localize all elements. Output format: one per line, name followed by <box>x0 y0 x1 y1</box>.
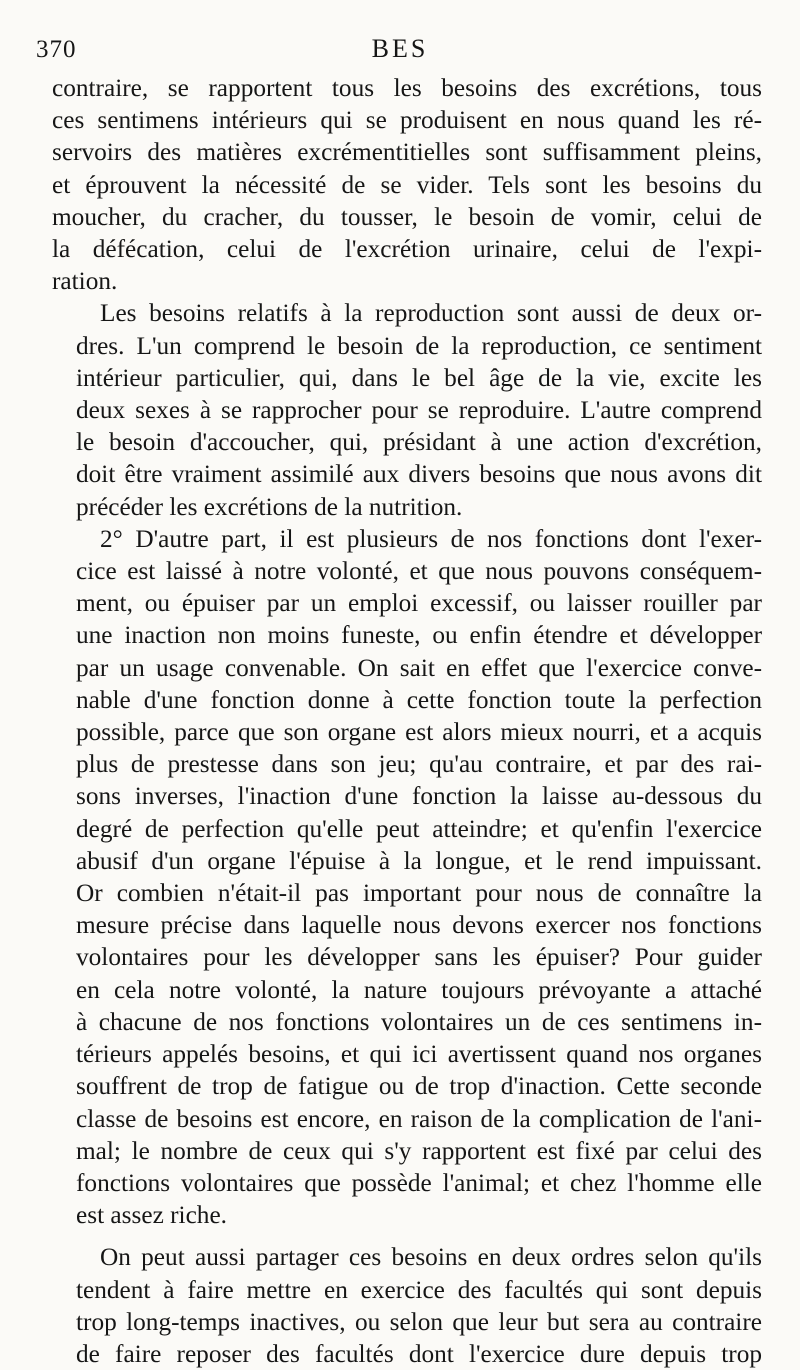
text-line: moucher, du cracher, du tousser, le besoin de vomir, celui de <box>52 202 762 231</box>
text-line: doit être vraiment assimilé aux divers besoins que nous avons dit <box>76 460 762 489</box>
text-line: ces sentimens intérieurs qui se produisent en nous quand les ré- <box>52 106 762 135</box>
text-line: tendent à faire mettre en exercice des facultés qui sont depuis <box>76 1275 762 1304</box>
paragraph-reproduction <box>52 297 762 522</box>
running-head: BES <box>371 34 429 63</box>
text-line: Les besoins relatifs à la reproduction sont aussi de deux or- <box>100 299 762 328</box>
text-line: la défécation, celui de l'excrétion urinaire, celui de l'expi- <box>52 235 762 264</box>
text-line: abusif d'un organe l'épuise à la longue, et le rend impuissant. <box>76 846 762 875</box>
text-line: térieurs appelés besoins, et qui ici avertissent quand nos organes <box>76 1040 762 1069</box>
text-line: par un usage convenable. On sait en effet que l'exercice conve- <box>76 653 762 682</box>
text-line: fonctions volontaires que possède l'animal; et chez l'homme elle <box>76 1168 762 1197</box>
text-line: cice est laissé à notre volonté, et que nous pouvons conséquem- <box>76 557 762 586</box>
text-line: plus de prestesse dans son jeu; qu'au contraire, et par des rai- <box>76 750 762 779</box>
text-line: deux sexes à se rapprocher pour se reproduire. L'autre comprend <box>76 396 762 425</box>
text-line: une inaction non moins funeste, ou enfin étendre et développer <box>76 621 762 650</box>
text-line: degré de perfection qu'elle peut atteindre; et qu'enfin l'exercice <box>76 814 762 843</box>
text-line: volontaires pour les développer sans les épuiser? Pour guider <box>76 943 762 972</box>
text-line: On peut aussi partager ces besoins en deux ordres selon qu'ils <box>100 1243 762 1272</box>
paragraph-excretions <box>52 72 762 297</box>
text-line: ration. <box>52 267 118 296</box>
text-line: nable d'une fonction donne à cette fonction toute la perfection <box>76 685 762 714</box>
text-line: et éprouvent la nécessité de se vider. Tels sont les besoins du <box>52 170 762 199</box>
text-line: mesure précise dans laquelle nous devons exercer nos fonctions <box>76 911 762 940</box>
text-line: mal; le nombre de ceux qui s'y rapportent est fixé par celui des <box>76 1136 762 1165</box>
text-line: à chacune de nos fonctions volontaires un de ces sentimens in- <box>76 1007 762 1036</box>
text-line: précéder les excrétions de la nutrition. <box>76 492 463 521</box>
text-line: est assez riche. <box>76 1201 228 1230</box>
page-number: 370 <box>36 36 77 63</box>
body-text <box>52 72 762 1370</box>
text-line: dres. L'un comprend le besoin de la reproduction, ce sentiment <box>76 331 762 360</box>
text-line: en cela notre volonté, la nature toujours prévoyante a attaché <box>76 975 762 1004</box>
page-header <box>0 30 800 70</box>
text-line: ment, ou épuiser par un emploi excessif, ou laisser rouiller par <box>76 589 762 618</box>
text-line: le besoin d'accoucher, qui, présidant à une action d'excrétion, <box>76 428 762 457</box>
text-line: intérieur particulier, qui, dans le bel âge de la vie, excite les <box>76 363 762 392</box>
text-line: souffrent de trop de fatigue ou de trop d'inaction. Cette seconde <box>76 1072 762 1101</box>
text-line: classe de besoins est encore, en raison de la complication de l'ani- <box>76 1104 762 1133</box>
text-line: Or combien n'était-il pas important pour nous de connaître la <box>76 879 762 908</box>
paragraph-two-orders <box>52 1241 762 1370</box>
text-line: de faire reposer des facultés dont l'exercice dure depuis trop <box>76 1339 762 1368</box>
text-line: trop long-temps inactives, ou selon que leur but sera au contraire <box>76 1307 762 1336</box>
text-line: possible, parce que son organe est alors mieux nourri, et a acquis <box>76 718 762 747</box>
text-line: sons inverses, l'inaction d'une fonction la laisse au-dessous du <box>76 782 762 811</box>
text-line: 2° D'autre part, il est plusieurs de nos fonctions dont l'exer- <box>100 524 762 553</box>
text-line: contraire, se rapportent tous les besoins des excrétions, tous <box>52 74 762 102</box>
paragraph-voluntary-functions <box>52 523 762 1231</box>
text-line: servoirs des matières excrémentitielles sont suffisamment pleins, <box>52 138 762 167</box>
